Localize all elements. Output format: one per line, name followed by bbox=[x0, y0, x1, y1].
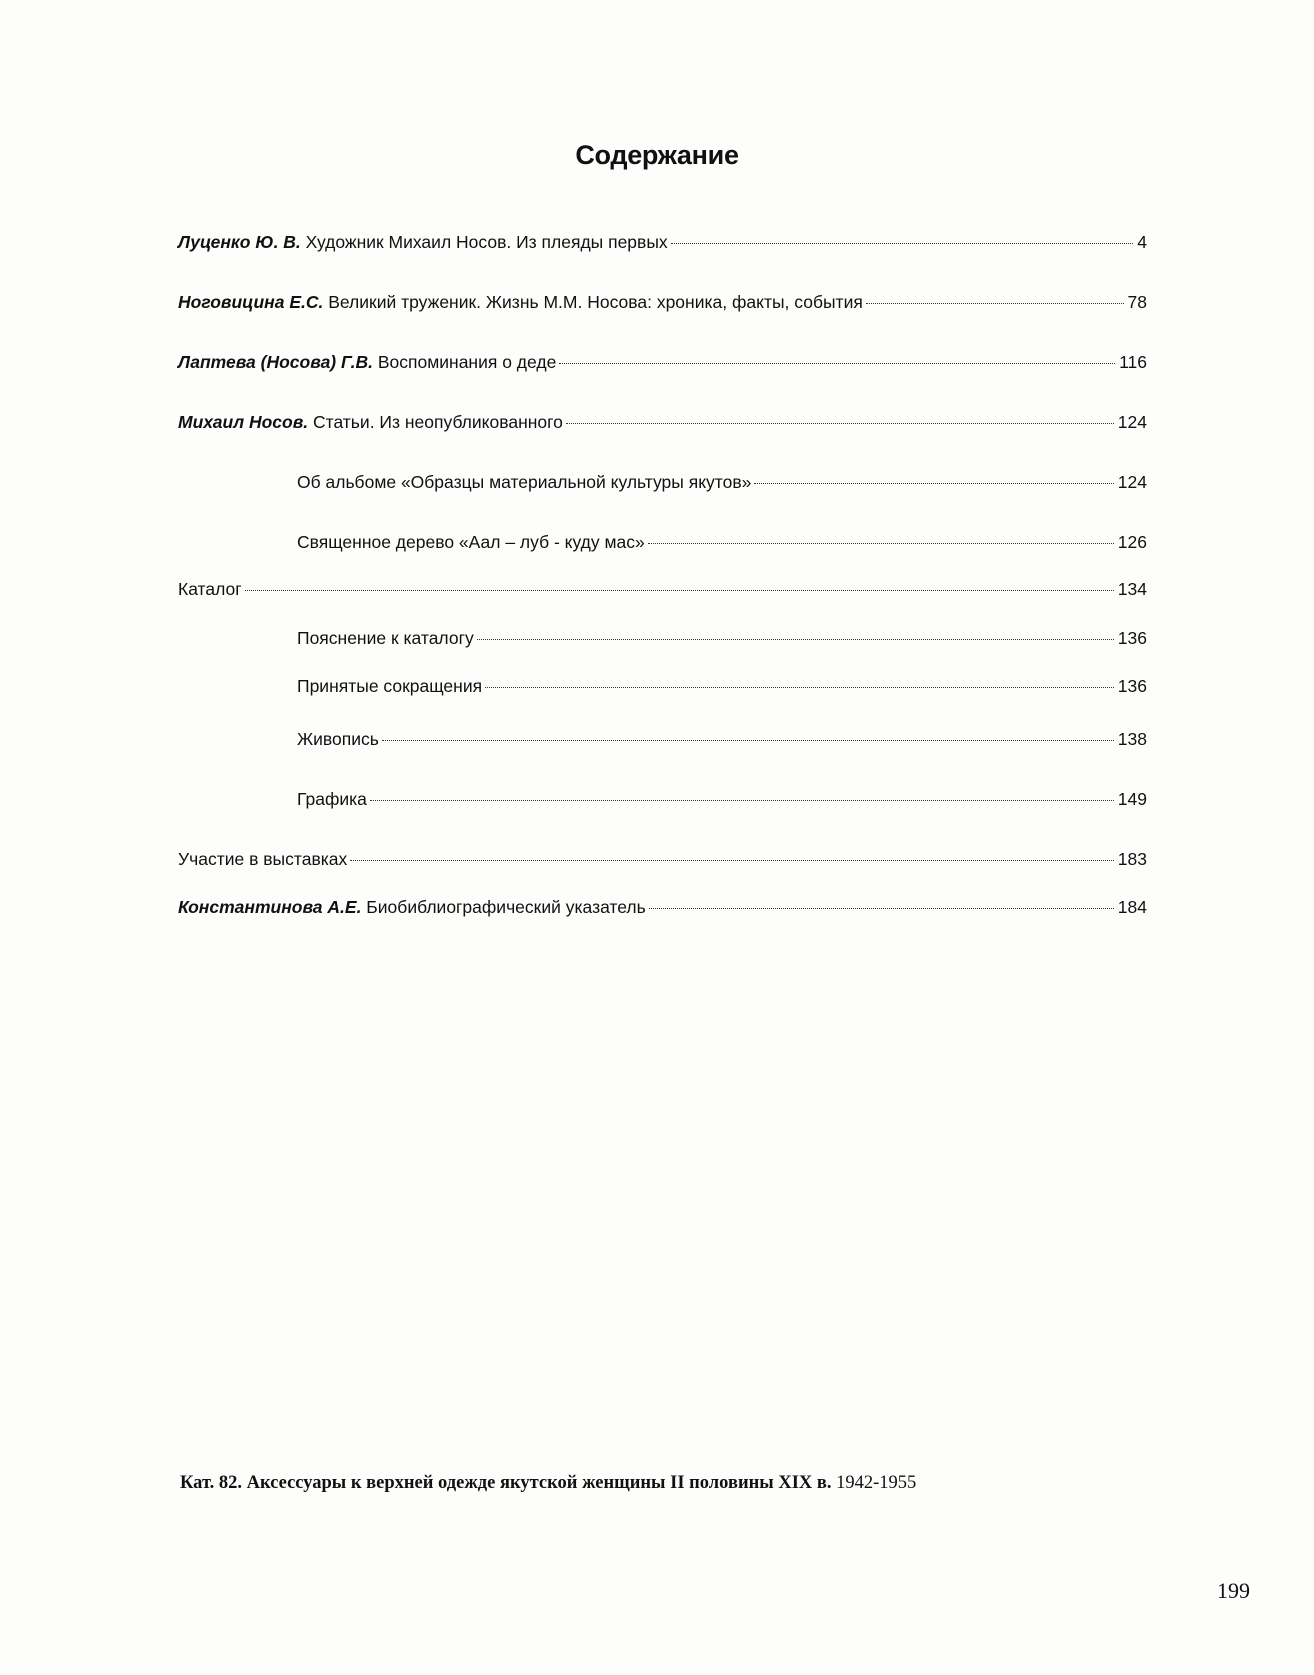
toc-page: 183 bbox=[1117, 849, 1147, 869]
toc-author: Константинова А.Е. bbox=[178, 897, 362, 917]
toc-title: Каталог bbox=[178, 579, 242, 599]
toc-title: Живопись bbox=[297, 729, 379, 749]
dot-leader bbox=[559, 363, 1115, 364]
toc-entry[interactable] bbox=[178, 896, 1147, 918]
toc-page: 116 bbox=[1119, 352, 1147, 372]
toc-page: 124 bbox=[1117, 472, 1147, 492]
toc-page: 149 bbox=[1117, 789, 1147, 809]
toc-page: 126 bbox=[1117, 532, 1147, 552]
toc-title: Графика bbox=[297, 789, 367, 809]
toc-page: 138 bbox=[1117, 729, 1147, 749]
dot-leader bbox=[866, 303, 1124, 304]
toc-page: 184 bbox=[1117, 897, 1147, 917]
toc-author: Ноговицина Е.С. bbox=[178, 292, 324, 312]
toc-entry[interactable] bbox=[178, 351, 1147, 373]
toc-title: Принятые сокращения bbox=[297, 676, 483, 696]
toc-author: Михаил Носов. bbox=[178, 412, 309, 432]
dot-leader bbox=[485, 687, 1114, 688]
toc-entry[interactable] bbox=[178, 578, 1147, 600]
toc-entry[interactable] bbox=[178, 848, 1147, 870]
caption-years: 1942-1955 bbox=[831, 1473, 917, 1493]
toc-page: 4 bbox=[1137, 232, 1147, 252]
toc-title: Участие в выставках bbox=[178, 849, 348, 869]
toc-title: Священное дерево «Аал – луб - куду мас» bbox=[297, 532, 645, 552]
dot-leader bbox=[350, 860, 1114, 861]
toc-title: Великий труженик. Жизнь М.М. Носова: хроника, факты, события bbox=[323, 292, 863, 312]
toc-title: Воспоминания о деде bbox=[373, 352, 557, 372]
toc-title: Об альбоме «Образцы материальной культуры якутов» bbox=[297, 472, 752, 492]
dot-leader bbox=[754, 483, 1113, 484]
page-number: 199 bbox=[1217, 1578, 1250, 1603]
toc-entry[interactable] bbox=[297, 728, 1147, 750]
dot-leader bbox=[370, 800, 1114, 801]
toc-title: Художник Михаил Носов. Из плеяды первых bbox=[300, 232, 668, 252]
toc-entry[interactable] bbox=[297, 627, 1147, 649]
toc-author: Луценко Ю. В. bbox=[178, 232, 301, 252]
page-title: Содержание bbox=[575, 140, 739, 170]
toc-entry[interactable] bbox=[297, 675, 1147, 697]
toc-title: Биобиблиографический указатель bbox=[361, 897, 646, 917]
toc-entry[interactable] bbox=[178, 231, 1147, 253]
toc-entry[interactable] bbox=[178, 291, 1147, 313]
toc-page: 134 bbox=[1117, 579, 1147, 599]
dot-leader bbox=[671, 243, 1134, 244]
toc-page: 136 bbox=[1117, 676, 1147, 696]
toc-title: Статьи. Из неопубликованного bbox=[308, 412, 563, 432]
dot-leader bbox=[245, 590, 1114, 591]
dot-leader bbox=[566, 423, 1114, 424]
toc-entry[interactable] bbox=[178, 411, 1147, 433]
caption-bold: Кат. 82. Аксессуары к верхней одежде якутской женщины II половины XIX в. bbox=[180, 1473, 832, 1493]
dot-leader bbox=[477, 639, 1114, 640]
toc-entry[interactable] bbox=[297, 531, 1147, 553]
toc-page: 124 bbox=[1117, 412, 1147, 432]
toc-page: 136 bbox=[1117, 628, 1147, 648]
toc-page: 78 bbox=[1127, 292, 1147, 312]
toc-author: Лаптева (Носова) Г.В. bbox=[178, 352, 373, 372]
toc-title: Пояснение к каталогу bbox=[297, 628, 474, 648]
dot-leader bbox=[648, 543, 1114, 544]
dot-leader bbox=[649, 908, 1114, 909]
dot-leader bbox=[382, 740, 1114, 741]
toc-entry[interactable] bbox=[297, 788, 1147, 810]
toc-entry[interactable] bbox=[297, 471, 1147, 493]
figure-caption bbox=[180, 1473, 916, 1494]
